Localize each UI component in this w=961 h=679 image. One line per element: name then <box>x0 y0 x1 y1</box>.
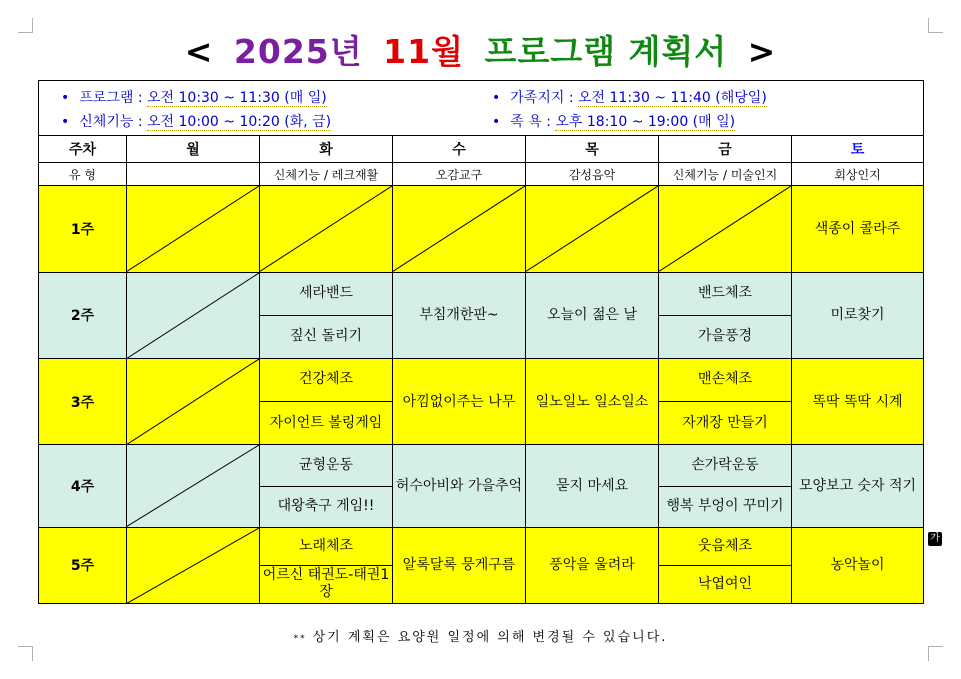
title-year: 2025년 <box>233 32 363 71</box>
split-cell <box>260 527 393 603</box>
activity-cell: 부침개한판~ <box>393 272 526 358</box>
info-item: • 족 욕 : 오후 18:10 ~ 19:00 (매 일) <box>492 113 736 130</box>
schedule-info-box <box>39 81 924 136</box>
activity-bottom: 어르신 태권도-태권1장 <box>260 565 392 603</box>
header-day: 월 <box>127 136 260 163</box>
week-label: 3주 <box>39 359 127 445</box>
activity-cell: 아낌없이주는 나무 <box>393 359 526 445</box>
week-label: 2주 <box>39 272 127 358</box>
empty-cell <box>659 186 792 272</box>
diagonal-slash <box>127 273 259 358</box>
empty-cell <box>127 272 260 358</box>
split-cell <box>659 527 792 603</box>
activity-cell: 똑딱 똑딱 시계 <box>792 359 924 445</box>
type-cell: 감성음악 <box>526 163 659 186</box>
diagonal-slash <box>127 528 259 603</box>
empty-cell <box>260 186 393 272</box>
activity-top: 노래체조 <box>298 537 354 554</box>
type-row <box>39 163 924 186</box>
diagonal-slash <box>260 186 392 271</box>
activity-cell: 묻지 마세요 <box>526 445 659 527</box>
diagonal-slash <box>659 186 791 271</box>
title-close-bracket: > <box>747 32 777 71</box>
type-cell: 회상인지 <box>792 163 924 186</box>
activity-bottom: 낙엽여인 <box>659 565 791 603</box>
info-item: • 가족지지 : 오전 11:30 ~ 11:40 (해당일) <box>492 89 767 106</box>
page-title <box>0 26 961 73</box>
split-cell <box>659 272 792 358</box>
activity-cell: 알록달록 뭉게구름 <box>393 527 526 603</box>
title-month: 11월 <box>383 32 464 71</box>
split-cell <box>260 359 393 445</box>
activity-bottom: 행복 부엉이 꾸미기 <box>659 486 791 527</box>
footnote-stars: ** <box>293 634 307 644</box>
activity-top: 밴드체조 <box>697 285 753 302</box>
diagonal-slash <box>127 186 259 271</box>
activity-bottom: 짚신 돌리기 <box>260 315 392 358</box>
header-day: 화 <box>260 136 393 163</box>
week-row-1 <box>39 186 924 272</box>
info-item: • 프로그램 : 오전 10:30 ~ 11:30 (매 일) <box>61 89 327 106</box>
header-day: 수 <box>393 136 526 163</box>
activity-top: 세라밴드 <box>298 285 354 302</box>
activity-cell: 미로찾기 <box>792 272 924 358</box>
activity-top: 건강체조 <box>298 371 354 388</box>
diagonal-slash <box>393 186 525 271</box>
info-item: • 신체기능 : 오전 10:00 ~ 10:20 (화, 금) <box>61 113 332 130</box>
activity-cell: 오늘이 젊은 날 <box>526 272 659 358</box>
activity-bottom: 대왕축구 게임!! <box>260 486 392 527</box>
empty-cell <box>127 445 260 527</box>
activity-cell: 모양보고 숫자 적기 <box>792 445 924 527</box>
header-day-saturday: 토 <box>792 136 924 163</box>
activity-cell: 풍악을 울려라 <box>526 527 659 603</box>
activity-cell: 허수아비와 가을추억 <box>393 445 526 527</box>
footnote-text: 상기 계획은 요양원 일정에 의해 변경될 수 있습니다. <box>312 630 668 645</box>
week-row-5 <box>39 527 924 603</box>
schedule-table <box>38 80 924 604</box>
split-cell <box>659 359 792 445</box>
activity-top: 맨손체조 <box>697 371 753 388</box>
diagonal-slash <box>127 359 259 444</box>
empty-cell <box>393 186 526 272</box>
type-label: 유 형 <box>39 163 127 186</box>
activity-cell: 색종이 콜라주 <box>792 186 924 272</box>
empty-cell <box>526 186 659 272</box>
activity-top: 균형운동 <box>298 456 354 473</box>
side-badge[interactable]: 가 <box>928 532 942 546</box>
activity-cell: 일노일노 일소일소 <box>526 359 659 445</box>
type-cell <box>127 163 260 186</box>
title-text: 프로그램 계획서 <box>484 32 728 71</box>
week-row-3 <box>39 359 924 445</box>
empty-cell <box>127 186 260 272</box>
split-cell <box>260 445 393 527</box>
empty-cell <box>127 527 260 603</box>
day-header-row <box>39 136 924 163</box>
header-week: 주차 <box>39 136 127 163</box>
activity-cell: 농악놀이 <box>792 527 924 603</box>
diagonal-slash <box>526 186 658 271</box>
type-cell: 오감교구 <box>393 163 526 186</box>
header-day: 목 <box>526 136 659 163</box>
diagonal-slash <box>127 445 259 526</box>
header-day: 금 <box>659 136 792 163</box>
activity-bottom: 가을풍경 <box>659 315 791 358</box>
week-row-2 <box>39 272 924 358</box>
week-label: 1주 <box>39 186 127 272</box>
week-label: 4주 <box>39 445 127 527</box>
footnote <box>0 626 961 645</box>
page-corner-mark <box>18 646 33 661</box>
type-cell: 신체기능 / 미술인지 <box>659 163 792 186</box>
page-corner-mark <box>928 646 943 661</box>
split-cell <box>260 272 393 358</box>
activity-top: 웃음체조 <box>697 537 753 554</box>
empty-cell <box>127 359 260 445</box>
week-row-4 <box>39 445 924 527</box>
week-label: 5주 <box>39 527 127 603</box>
activity-bottom: 자개장 만들기 <box>659 401 791 444</box>
title-open-bracket: < <box>184 32 214 71</box>
split-cell <box>659 445 792 527</box>
activity-top: 손가락운동 <box>691 456 759 473</box>
activity-bottom: 자이언트 볼링게임 <box>260 401 392 444</box>
type-cell: 신체기능 / 레크재활 <box>260 163 393 186</box>
